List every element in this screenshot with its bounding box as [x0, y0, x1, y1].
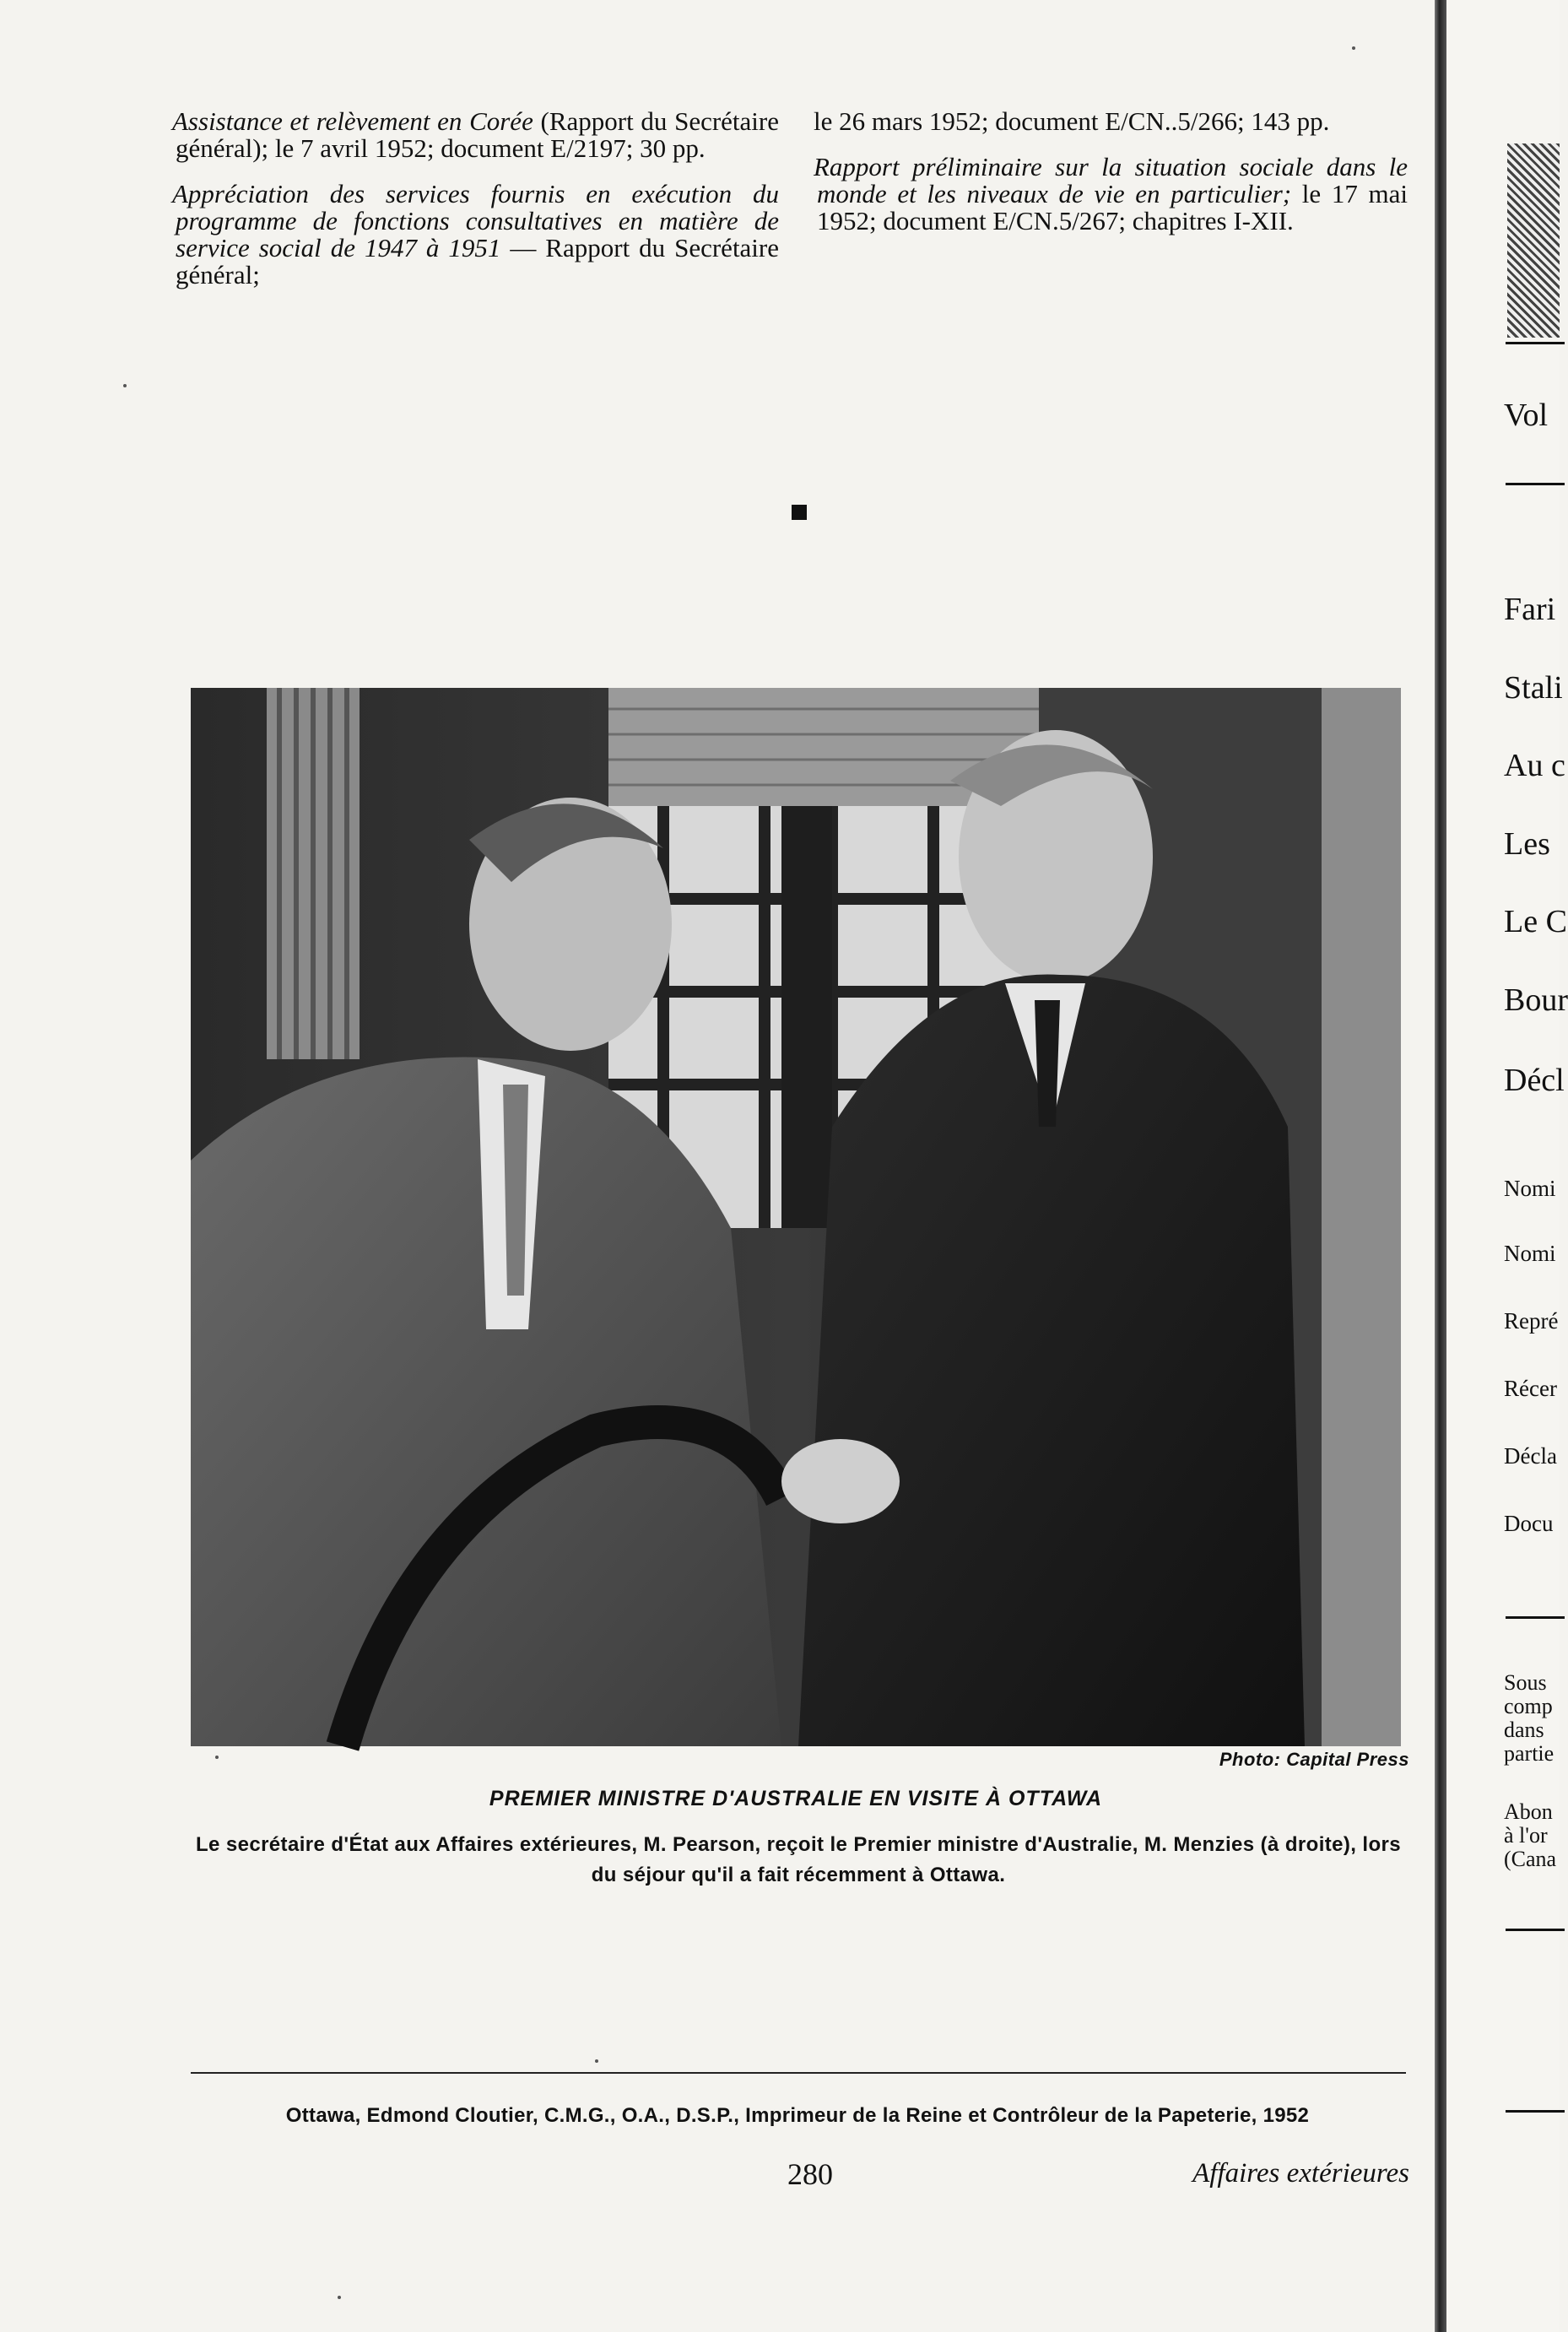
adjacent-subitem: Nomi — [1504, 1241, 1556, 1266]
publication-title: Appréciation des services fournis en exécution du programme de fonctions consultatives en matière de service social de 1947 à 1951 — [172, 179, 779, 262]
adjacent-note: comp — [1504, 1694, 1553, 1718]
adjacent-item: Stali — [1504, 670, 1563, 706]
adjacent-subitem: Docu — [1504, 1511, 1554, 1536]
scan-speck — [595, 2059, 598, 2063]
publication-list-right — [814, 106, 1408, 253]
binding-gutter — [1435, 0, 1446, 2332]
adjacent-rule — [1506, 2110, 1565, 2113]
adjacent-item: Décl — [1504, 1063, 1565, 1098]
photograph-scene — [191, 688, 1401, 1746]
scan-speck — [1352, 46, 1355, 50]
photo-caption-title: PREMIER MINISTRE D'AUSTRALIE EN VISITE À OTTAWA — [489, 1787, 1103, 1810]
section-end-mark — [792, 505, 807, 520]
publication-details: le 17 mai 1952; document E/CN.5/267; chapitres I-XII. — [817, 179, 1408, 235]
imprint-line: Ottawa, Edmond Cloutier, C.M.G., O.A., D.S.P., Imprimeur de la Reine et Contrôleur de la Papeterie, 1952 — [285, 2104, 1310, 2127]
adjacent-subitem: Nomi — [1504, 1176, 1556, 1201]
photograph — [191, 688, 1401, 1746]
publication-entry — [172, 106, 779, 163]
adjacent-note: (Cana — [1504, 1847, 1557, 1871]
adjacent-note: dans — [1504, 1718, 1544, 1742]
adjacent-note: Sous — [1504, 1670, 1547, 1695]
scan-speck — [123, 384, 127, 387]
publication-details: — Rapport du Secrétaire général; — [176, 233, 780, 289]
adjacent-note: Abon — [1504, 1799, 1553, 1824]
publication-entry-continued — [814, 106, 1408, 136]
adjacent-page-strip — [1446, 0, 1568, 2332]
publication-details: (Rapport du Secrétaire général); le 7 avril 1952; document E/2197; 30 pp. — [176, 106, 779, 163]
adjacent-subitem: Repré — [1504, 1308, 1559, 1334]
publication-title: Assistance et relèvement en Corée — [172, 106, 533, 136]
adjacent-header: Vol — [1504, 398, 1549, 433]
adjacent-subitem: Décla — [1504, 1443, 1557, 1469]
journal-name: Affaires extérieures — [1192, 2158, 1409, 2189]
adjacent-note: partie — [1504, 1741, 1554, 1766]
page-number: 280 — [787, 2157, 833, 2191]
publication-entry — [814, 152, 1408, 235]
adjacent-rule — [1506, 483, 1565, 485]
adjacent-item: Bour — [1504, 982, 1568, 1018]
adjacent-subitem: Récer — [1504, 1376, 1557, 1401]
adjacent-item: Les — [1504, 826, 1550, 862]
adjacent-item: Fari — [1504, 592, 1556, 627]
adjacent-rule — [1506, 1929, 1565, 1931]
publication-entry — [172, 179, 780, 289]
adjacent-item: Au c — [1504, 748, 1565, 783]
photo-caption: Le secrétaire d'État aux Affaires extérieures, M. Pearson, reçoit le Premier ministre d'Australie, M. Menzies (à droite), lors du séjour qu'il a fait récemment à Ottawa. — [195, 1833, 1402, 1886]
photo-credit: Photo: Capital Press — [1219, 1749, 1409, 1770]
scan-speck — [338, 2296, 341, 2299]
publication-details: le 26 mars 1952; document E/CN..5/266; 143 pp. — [814, 106, 1330, 136]
adjacent-rule — [1506, 342, 1565, 344]
adjacent-note: à l'or — [1504, 1823, 1548, 1848]
publication-list-left — [172, 106, 780, 307]
adjacent-item: Le C — [1504, 904, 1567, 939]
scan-speck — [215, 1756, 219, 1759]
footer-divider — [191, 2072, 1406, 2074]
adjacent-rule — [1506, 1616, 1565, 1619]
coat-of-arms-icon — [1507, 143, 1560, 338]
publication-title: Rapport préliminaire sur la situation sociale dans le monde et les niveaux de vie en particulier; — [814, 152, 1408, 208]
